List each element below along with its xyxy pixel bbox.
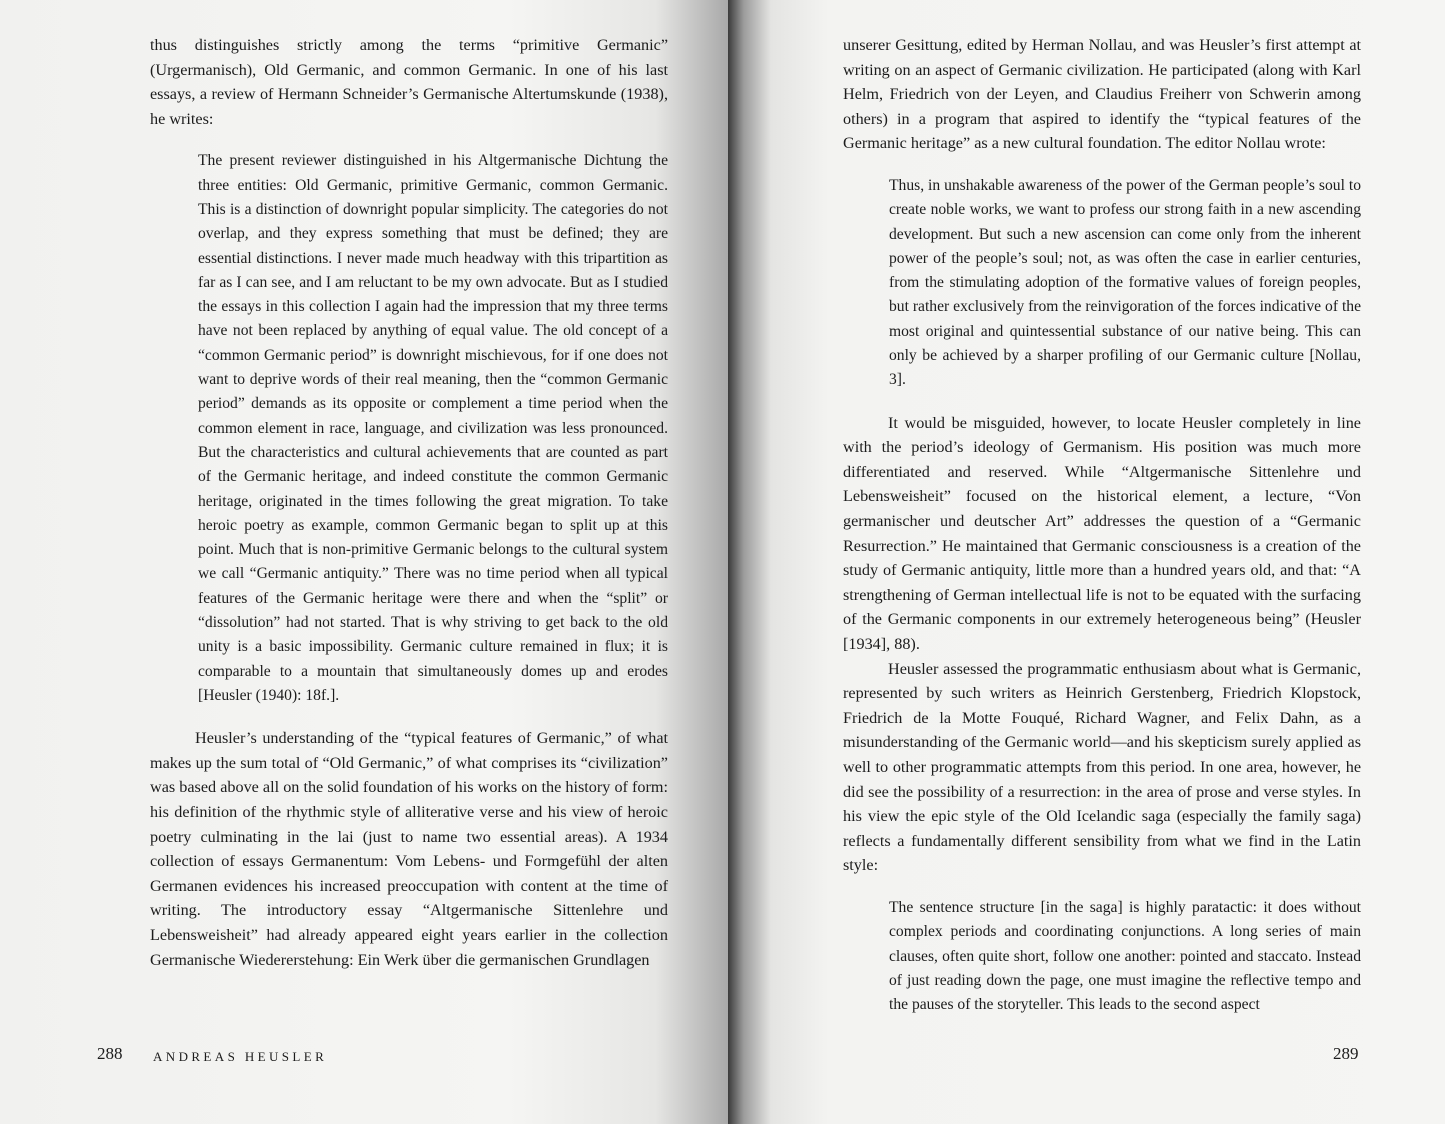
running-head: ANDREAS HEUSLER xyxy=(153,1049,328,1064)
page-number-right: 289 xyxy=(1333,1044,1359,1063)
right-text-column xyxy=(843,33,1361,1017)
left-text-column xyxy=(150,33,668,972)
left-paragraph-1: thus distinguishes strictly among the terms “primitive Germanic” (Urgermanisch), Old Germanic, and common Germanic. In one of his last essays, a review of Hermann Schneider’s Germanische Altertumskunde (1938), he writes: xyxy=(150,36,668,128)
left-block-quote: The present reviewer distinguished in his Altgermanische Dichtung the three entities: Old Germanic, primitive Germanic, common Germanic. This is a distinction of downright popular simplicity. The categories do not overlap, and they express something that must be defined; they are essential distinctions. I never made much headway with this tripartition as far as I can see, and I am reluctant to be my own advocate. But as I studied the essays in this collection I again had the impression that my three terms have not been replaced by anything of equal value. The old concept of a “common Germanic period” is downright mischievous, for if one does not want to deprive words of their real meaning, then the “common Germanic period” demands as its opposite or complement a time period when the common element in race, language, and civilization was less pronounced. But the characteristics and cultural achievements that are counted as part of the Germanic heritage, and indeed constitute the common Germanic heritage, originated in the times following the great migration. To take heroic poetry as example, common Germanic began to split up at this point. Much that is non-primitive Germanic belongs to the cultural system we call “Germanic antiquity.” There was no time period when all typical features of the Germanic heritage were there and when the “split” or “dissolution” had not started. That is why striving to get back to the old unity is a basic impossibility. Germanic culture remained in flux; it is comparable to a mountain that simultaneously domes up and erodes [Heusler (1940): 18f.]. xyxy=(198,152,668,704)
page-number-left: 288 xyxy=(97,1044,123,1063)
right-paragraph-1: unserer Gesittung, edited by Herman Nollau, and was Heusler’s first attempt at writing on an aspect of Germanic civilization. He participated (along with Karl Helm, Friedrich von der Leyen, and Claudius Freiherr von Schwerin among others) in a program that aspired to identify the “typical features of the Germanic heritage” as a new cultural foundation. The editor Nollau wrote: xyxy=(843,36,1361,153)
right-paragraph-3: Heusler assessed the programmatic enthusiasm about what is Germanic, represented by such writers as Heinrich Gerstenberg, Friedrich Klopstock, Friedrich de la Motte Fouqué, Richard Wagner, and Felix Dahn, as a misunderstanding of the Germanic world—and his skepticism surely applied as well to other programmatic attempts from this period. In one area, however, he did see the possibility of a resurrection: in the area of prose and verse styles. In his view the epic style of the Old Icelandic saga (especially the family saga) reflects a fundamentally different sensibility from what we find in the Latin style: xyxy=(843,659,1361,875)
right-block-quote-1: Thus, in unshakable awareness of the power of the German people’s soul to create noble works, we want to profess our strong faith in a new ascending development. But such a new ascension can come only from the inherent power of the people’s soul; not, as was often the case in earlier centuries, from the stimulating adoption of the formative values of foreign peoples, but rather exclusively from the reinvigoration of the forces indicative of the most original and quintessential substance of our native being. This can only be achieved by a sharper profiling of our Germanic culture [Nollau, 3]. xyxy=(889,176,1361,389)
right-block-quote-2: The sentence structure [in the saga] is highly paratactic: it does without complex periods and coordinating conjunctions. A long series of main clauses, often quite short, follow one another: pointed and staccato. Instead of just reading down the page, one must imagine the reflective tempo and the pauses of the storyteller. This leads to the second aspect xyxy=(889,898,1361,1014)
right-paragraph-2: It would be misguided, however, to locate Heusler completely in line with the period’s ideology of Germanism. His position was much more differentiated and reserved. While “Altgermanische Sittenlehre und Lebensweisheit” focused on the historical element, a lecture, “Von germanischer und deutscher Art” addresses the question of a “Germanic Resurrection.” He maintained that Germanic consciousness is a creation of the study of Germanic antiquity, little more than a hundred years old, and that: “A strengthening of German intellectual life is not to be equated with the surfacing of the Germanic components in our extremely heterogeneous being” (Heusler [1934], 88). xyxy=(843,413,1361,653)
left-paragraph-2: Heusler’s understanding of the “typical features of Germanic,” of what makes up the sum total of “Old Germanic,” of what comprises its “civilization” was based above all on the solid foundation of his works on the history of form: his definition of the rhythmic style of alliterative verse and his view of heroic poetry culminating in the lai (just to name two essential areas). A 1934 collection of essays Germanentum: Vom Lebens- und Formgefühl der alten Germanen evidences his increased preoccupation with content at the time of writing. The introductory essay “Altgermanische Sittenlehre und Lebensweisheit” had already appeared eight years earlier in the collection Germanische Wiedererstehung: Ein Werk über die germanischen Grundlagen xyxy=(150,729,668,969)
